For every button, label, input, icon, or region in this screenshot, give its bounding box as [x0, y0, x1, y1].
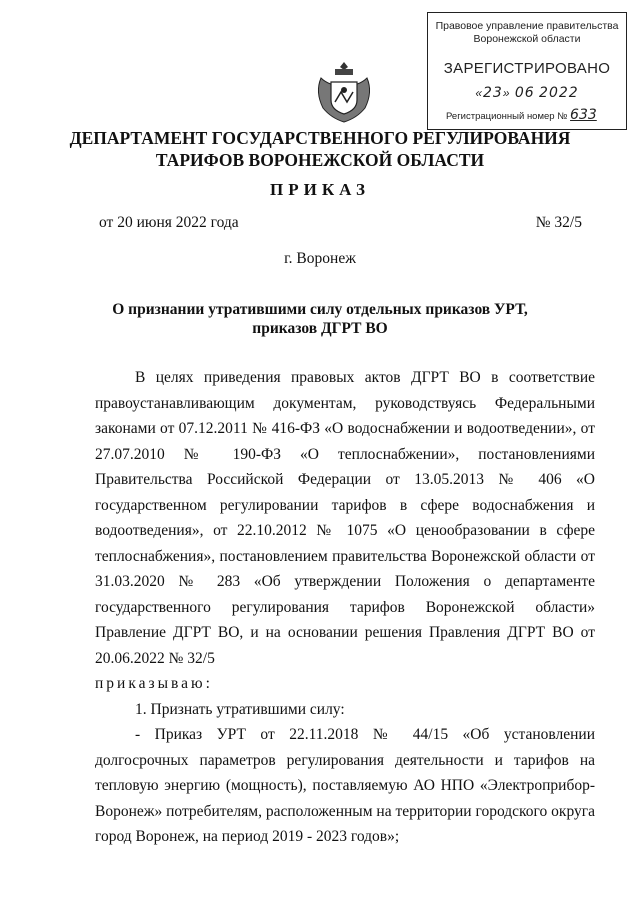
stamp-date-month: 06 [514, 85, 535, 101]
stamp-registered: ЗАРЕГИСТРИРОВАНО [443, 60, 611, 77]
stamp-reg-number [428, 107, 626, 123]
order-word: приказываю: [95, 675, 213, 692]
order-body [95, 365, 595, 850]
stamp-date-day: 23 [483, 85, 503, 101]
department-name [0, 127, 640, 171]
subject-line2: приказов ДГРТ ВО [252, 320, 388, 337]
document-type: ПРИКАЗ [270, 180, 370, 199]
stamp-date-year: 2022 [539, 85, 579, 101]
stamp-reg-label: Регистрационный номер № [446, 111, 568, 122]
point-1: 1. Признать утратившими силу: [135, 700, 345, 718]
department-line1: ДЕПАРТАМЕНТ ГОСУДАРСТВЕННОГО РЕГУЛИРОВАНИЯ [69, 128, 571, 148]
stamp-org-line2: Воронежской области [473, 33, 581, 45]
preamble: В целях приведения правовых актов ДГРТ ВО в соответствие правоустанавливающим документам, руководствуясь Федеральными законами от 07.12.2011 № 416-ФЗ «О водоснабжении и водоотведении», от 27.07.2010 № 190-ФЗ «О теплоснабжении», постановлениями Правительства Российской Федерации от 13.05.2013 № 406 «О государственном регулировании тарифов в сфере водоснабжения и водоотведения», от 22.10.2012 № 1075 «О ценообразовании в сфере теплоснабжения», постановлением правительства Воронежской области от 31.03.2020 № 283 «Об утверждении Положения о департаменте государственного регулирования тарифов Воронежской области» Правление ДГРТ ВО, и на основании решения Правления ДГРТ ВО от 20.06.2022 № 32/5 [95, 369, 595, 667]
stamp-org-line1: Правовое управление правительства [435, 20, 619, 32]
department-line2: ТАРИФОВ ВОРОНЕЖСКОЙ ОБЛАСТИ [155, 150, 485, 170]
point-1-item-1: - Приказ УРТ от 22.11.2018 № 44/15 «Об установлении долгосрочных параметров регулирования деятельности и тарифов на тепловую энергию (мощность), поставляемую АО НПО «Электроприбор-Воронеж» потребителям, расположенным на территории городского округа город Воронеж, на период 2019 - 2023 годов»; [95, 726, 595, 845]
order-subject [0, 300, 640, 338]
subject-line1: О признании утратившими силу отдельных приказов УРТ, [112, 301, 528, 318]
stamp-organization [428, 20, 626, 46]
order-number: № 32/5 [535, 214, 582, 231]
coat-of-arms-icon [313, 60, 375, 126]
order-date: от 20 июня 2022 года [99, 214, 239, 231]
stamp-reg-value: 633 [570, 107, 597, 123]
stamp-date: «23» 06 2022 [475, 85, 579, 101]
registration-stamp [427, 12, 627, 130]
city: г. Воронеж [284, 250, 356, 267]
